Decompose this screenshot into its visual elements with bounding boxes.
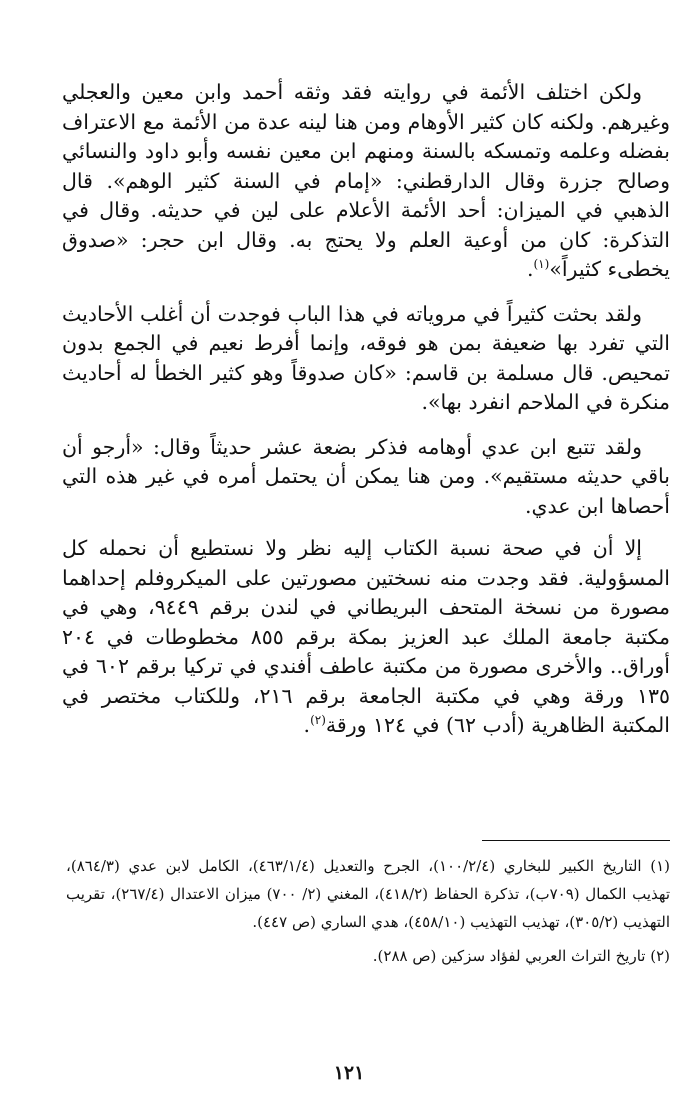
page-number: ١٢١ [333, 1062, 365, 1084]
paragraph-end: . [526, 257, 534, 281]
footnote-2: (٢) تاريخ التراث العربي لفؤاد سزكين (ص ٢٨٨). [372, 947, 670, 965]
paragraph [62, 78, 670, 285]
footnote-divider [482, 840, 670, 841]
footnote-1: (١) التاريخ الكبير للبخاري (١٠٠/٢/٤)، الجرح والتعديل (٤٦٣/١/٤)، الكامل لابن عدي (٨٦٤/٣)، تهذيب الكمال (٧٠٩ب)، تذكرة الحفاظ (٤١٨/٢)، المغني (٢/ ٧٠٠) ميزان الاعتدال (٢٦٧/٤)، تقريب التهذيب (٣٠٥/٢)، تهذيب التهذيب (٤٥٨/١٠)، هدي الساري (ص ٤٤٧). [66, 857, 670, 931]
paragraph-end: . [303, 713, 311, 737]
main-text [62, 78, 670, 756]
footnote-ref-1[interactable]: (١) [533, 257, 550, 272]
paragraph: ولقد بحثت كثيراً في مروياته في هذا الباب فوجدت أن أغلب الأحاديث التي تفرد بها ضعيفة بمن هو فوقه، وإنما أفرط نعيم في الجمع بدون تمحيص. قال مسلمة بن قاسم: «كان صدوقاً وهو كثير الخطأ له أحاديث منكرة في الملاحم انفرد بها». [62, 301, 670, 414]
paragraph: ولقد تتبع ابن عدي أوهامه فذكر بضعة عشر حديثاً وقال: «أرجو أن باقي حديثه مستقيم». ومن هنا يمكن أن يحتمل أمره في غير هذه التي أحصاها ابن عدي. [62, 434, 670, 518]
footnotes [66, 852, 670, 976]
paragraph-text: إلا أن في صحة نسبة الكتاب إليه نظر ولا نستطيع أن نحمله كل المسؤولية. فقد وجدت منه نسختين مصورتين على الميكروفلم إحداهما مصورة من نسخة المتحف البريطاني في لندن برقم ٩٤٤٩، وهي في مكتبة جامعة الملك عبد العزيز بمكة برقم ٨٥٥ مخطوطات في ٢٠٤ أوراق.. والأخرى مصورة من مكتبة عاطف أفندي في تركيا برقم ٦٠٢ في ١٣٥ ورقة وهي في مكتبة الجامعة برقم ٢١٦، وللكتاب مختصر في المكتبة الظاهرية (أدب ٦٢) في ١٢٤ ورقة [62, 536, 670, 737]
paragraph-text: ولكن اختلف الأئمة في روايته فقد وثقه أحمد وابن معين والعجلي وغيرهم. ولكنه كان كثير الأوهام ومن هنا لينه عدة من الأئمة مع الاعتراف بفضله وعلمه وتمسكه بالسنة ومنهم ابن معين نفسه وأبو داود والنسائي وصالح جزرة وقال الدارقطني: «إمام في السنة كثير الوهم». قال الذهبي في الميزان: أحد الأئمة الأعلام على لين في حديثه. وقال في التذكرة: كان من أوعية العلم ولا يحتج به. وقال ابن حجر: «صدوق يخطىء كثيراً» [62, 80, 670, 281]
paragraph [62, 534, 670, 741]
footnote-ref-2[interactable]: (٢) [310, 713, 326, 728]
